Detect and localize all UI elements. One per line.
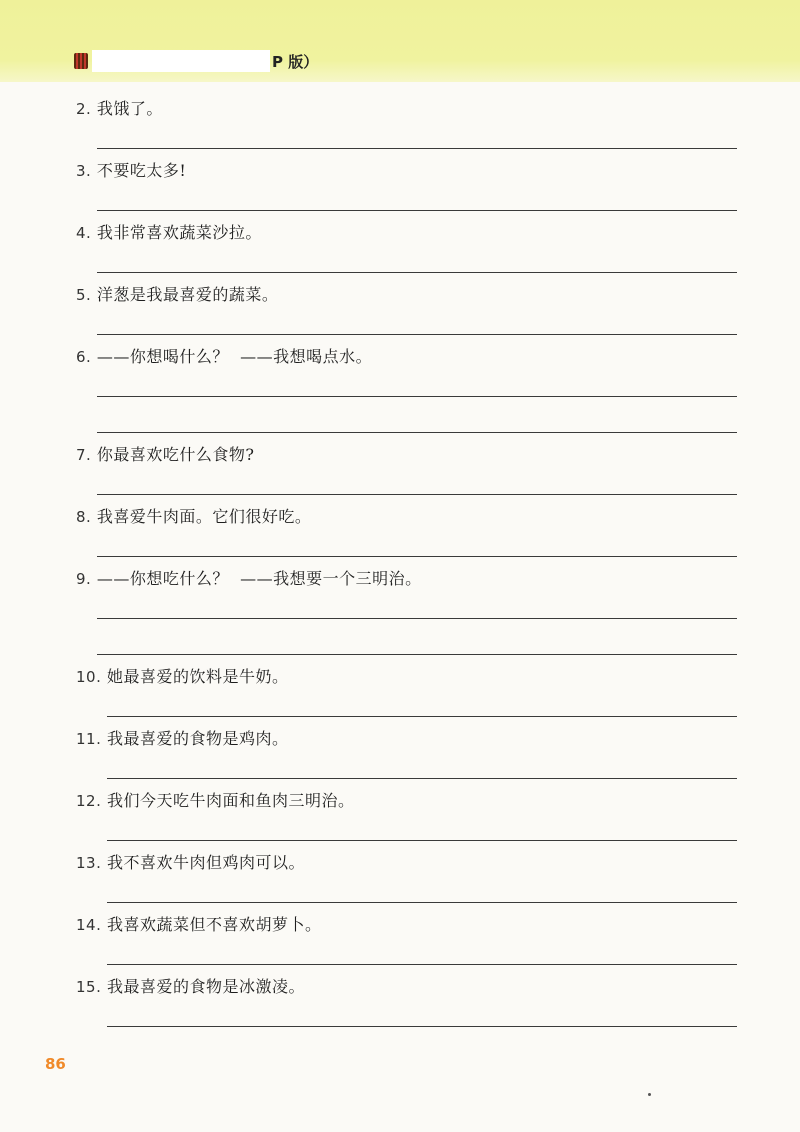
exercise-number: 8. [76, 508, 92, 526]
redacted-title-block [92, 50, 270, 72]
exercise-sentence [76, 976, 305, 998]
header-title [74, 50, 318, 72]
exercise-number: 15. [76, 978, 102, 996]
answer-line[interactable] [97, 210, 737, 211]
exercise-text: 洋葱是我最喜爱的蔬菜。 [96, 285, 279, 304]
exercise-sentence [76, 568, 422, 590]
exercise-sentence [76, 666, 288, 688]
exercise-text: 我们今天吃牛肉面和鱼肉三明治。 [106, 791, 355, 810]
exercise-sentence [76, 728, 288, 750]
exercise-sentence [76, 222, 262, 244]
exercise-sentence [76, 346, 372, 368]
exercise-sentence [76, 284, 278, 306]
exercise-text: ——你想吃什么？ ——我想要一个三明治。 [96, 569, 422, 588]
answer-line[interactable] [97, 396, 737, 397]
exercise-text: 我最喜爱的食物是鸡肉。 [106, 729, 289, 748]
answer-line[interactable] [97, 334, 737, 335]
exercise-number: 14. [76, 916, 102, 934]
exercise-text: 她最喜爱的饮料是牛奶。 [106, 667, 289, 686]
exercise-text: 我非常喜欢蔬菜沙拉。 [96, 223, 262, 242]
exercise-sentence [76, 506, 311, 528]
exercise-text: 我喜欢蔬菜但不喜欢胡萝卜。 [106, 915, 322, 934]
exercise-text: 我饿了。 [96, 99, 163, 118]
exercise-number: 5. [76, 286, 92, 304]
exercise-sentence [76, 852, 305, 874]
exercise-number: 4. [76, 224, 92, 242]
exercise-sentence [76, 160, 186, 182]
answer-line[interactable] [107, 778, 737, 779]
answer-line[interactable] [107, 716, 737, 717]
answer-line[interactable] [107, 1026, 737, 1027]
exercise-sentence [76, 790, 354, 812]
exercise-number: 13. [76, 854, 102, 872]
exercise-number: 12. [76, 792, 102, 810]
exercise-number: 7. [76, 446, 92, 464]
exercise-text: 我喜爱牛肉面。它们很好吃。 [96, 507, 312, 526]
answer-line[interactable] [97, 556, 737, 557]
answer-line[interactable] [97, 494, 737, 495]
exercise-number: 10. [76, 668, 102, 686]
exercise-text: 你最喜欢吃什么食物? [96, 445, 255, 464]
exercise-number: 6. [76, 348, 92, 366]
exercise-sentence [76, 914, 321, 936]
page-number: 86 [45, 1055, 66, 1073]
exercise-number: 9. [76, 570, 92, 588]
answer-line[interactable] [97, 272, 737, 273]
exercise-sentence [76, 98, 163, 120]
exercise-sentence [76, 444, 255, 466]
exercise-text: 我最喜爱的食物是冰激凌。 [106, 977, 305, 996]
print-speck [648, 1093, 651, 1096]
exercise-text: ——你想喝什么？ ——我想喝点水。 [96, 347, 373, 366]
exercise-text: 我不喜欢牛肉但鸡肉可以。 [106, 853, 305, 872]
exercise-number: 11. [76, 730, 102, 748]
answer-line[interactable] [107, 902, 737, 903]
header-title-suffix: P 版） [272, 52, 319, 71]
exercise-number: 2. [76, 100, 92, 118]
answer-line[interactable] [97, 654, 737, 655]
answer-line[interactable] [107, 964, 737, 965]
answer-line[interactable] [97, 148, 737, 149]
exercise-number: 3. [76, 162, 92, 180]
series-logo-icon [74, 53, 88, 69]
answer-line[interactable] [107, 840, 737, 841]
answer-line[interactable] [97, 618, 737, 619]
exercise-text: 不要吃太多! [96, 161, 187, 180]
answer-line[interactable] [97, 432, 737, 433]
